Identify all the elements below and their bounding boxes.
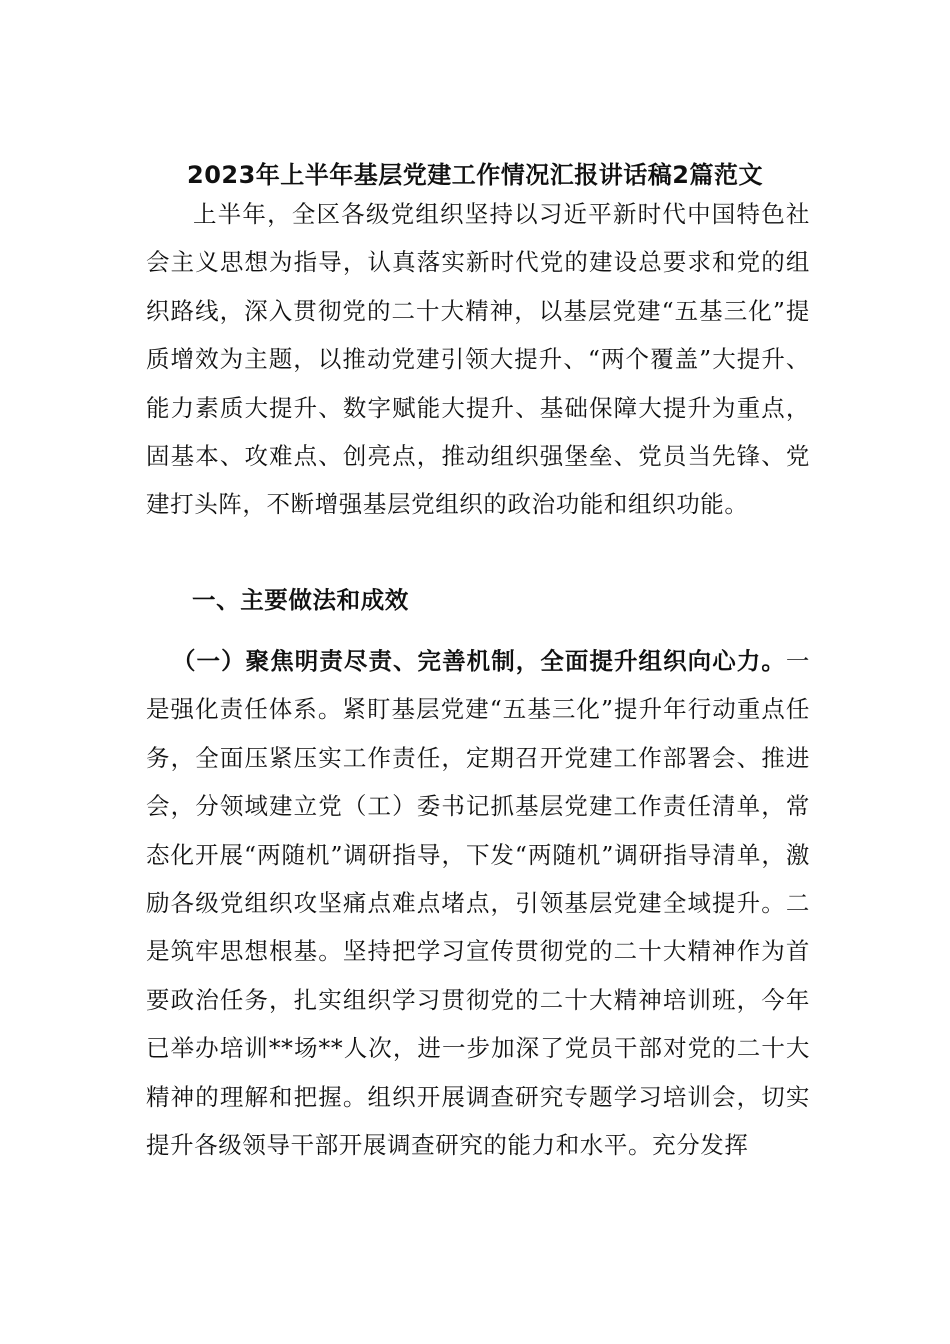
- subsection-paragraph: [146, 637, 810, 1169]
- subsection-body: 一是强化责任体系。紧盯基层党建“五基三化”提升年行动重点任务，全面压紧压实工作责任，定期召开党建工作部署会、推进会，分领域建立党（工）委书记抓基层党建工作责任清单，常态化开展“两随机”调研指导，下发“两随机”调研指导清单，激励各级党组织攻坚痛点难点堵点，引领基层党建全域提升。二是筑牢思想根基。坚持把学习宣传贯彻党的二十大精神作为首要政治任务，扎实组织学习贯彻党的二十大精神培训班，今年已举办培训**场**人次，进一步加深了党员干部对党的二十大精神的理解和把握。组织开展调查研究专题学习培训会，切实提升各级领导干部开展调查研究的能力和水平。充分发挥: [146, 647, 810, 1160]
- subsection-heading: （一）聚焦明责尽责、完善机制，全面提升组织向心力。: [172, 647, 786, 675]
- document-title: 2023年上半年基层党建工作情况汇报讲话稿2篇范文: [187, 161, 763, 189]
- section-heading: 一、主要做法和成效: [192, 586, 409, 614]
- intro-paragraph: 上半年，全区各级党组织坚持以习近平新时代中国特色社会主义思想为指导，认真落实新时代党的建设总要求和党的组织路线，深入贯彻党的二十大精神，以基层党建“五基三化”提质增效为主题，以推动党建引领大提升、“两个覆盖”大提升、能力素质大提升、数字赋能大提升、基础保障大提升为重点，固基本、攻难点、创亮点，推动组织强堡垒、党员当先锋、党建打头阵，不断增强基层党组织的政治功能和组织功能。: [146, 200, 810, 519]
